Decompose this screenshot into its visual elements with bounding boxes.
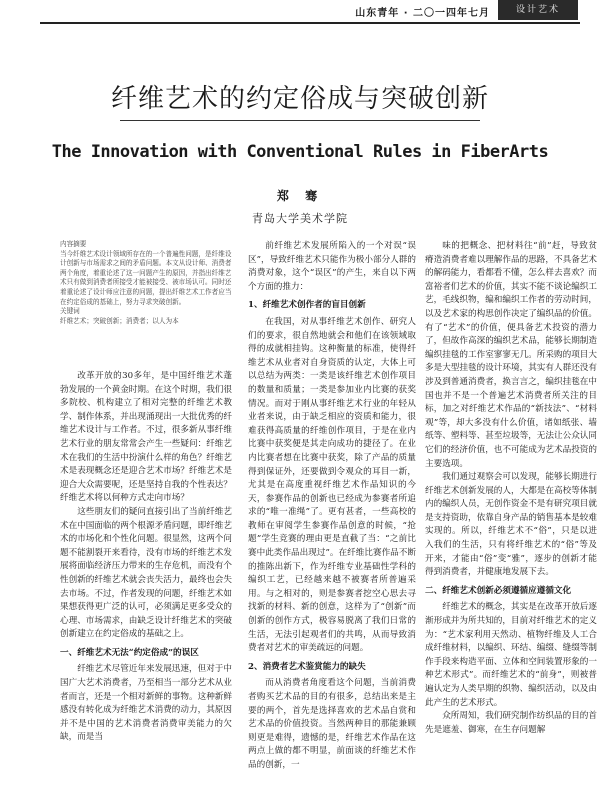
column-3 <box>425 240 597 737</box>
column-1 <box>60 370 232 745</box>
title-rule <box>120 120 480 121</box>
title-english: The Innovation with Conventional Rules in FiberArts <box>51 142 549 162</box>
paragraph: 在我国，对从事纤维艺术创作、研究人们的要求，很自然地就会和他们在该领域取得的成就相挂钩。这种衡量的标准，使得纤维艺术从业者对自身资质的认定，大体上可以总结为两类：一类是该纤维艺术创作项目的数量和质量；一类是参加业内比赛的获奖情况。而对于刚从事纤维艺术行业的年轻从业者来说，由于缺乏相应的资质和能力，很难获得高质量的纤维创作项目，于是在业内比赛中获奖便是其走向成功的捷径了。在业内比赛者想在比赛中获奖，除了产品的质量得到保证外，还要做到令观众的耳目一新，尤其是在高度重视纤维艺术作品知识的今天，参赛作品的创新也已经成为参赛者所追求的“唯一准绳”了。更有甚者，一些高校的教师在审阅学生参赛作品创意的时候，“抢题”学生竞赛的理由更是直截了当：“之前比赛中此类作品出现过”。在纤维比赛作品不断的推陈出新下，作为纤维专业基础性学科的编织工艺，已经越来越不被赛者所普遍采用。与之相对的，则是参赛者挖空心思去寻找新的材料、新的创意，这样为了“创新”而创新的创作方式，极容易脱离了我们日常的生活，无法引起观者们的共鸣，从而导致消费者对艺术的审美疏远的问题。 <box>248 316 416 654</box>
paragraph: 纤维艺术的概念，其实是在改革开放后逐渐形成并为所共知的，目前对纤维艺术的定义为：“艺术家利用天然动、植物纤维及人工合成纤维材料，以编织、环结、编缀、缝缀等制作手段来构造平面、立体和空间装置形象的一种艺术形式”。而纤维艺术的“前身”，则被普遍认定为人类早期的织物、编织活动，以及由此产生的艺术形式。 <box>425 602 597 708</box>
section-heading: 一、纤维艺术无法“约定俗成”的误区 <box>60 647 199 658</box>
abstract-block <box>60 240 232 326</box>
keywords-label: 关键词 <box>60 307 80 316</box>
paragraph: 众所周知，我们研究制作纺织品的目的首先是遮羞、御寒，在生存问题解 <box>425 711 597 735</box>
journal-name: 山东青年 · 二〇一四年七月 <box>355 8 490 19</box>
paragraph: 前纤维艺术发展所陷入的一个对误“误区”，导致纤维艺术只能作为极小部分人群的消费对象，这个“误区”的产生，来自以下两个方面的推力： <box>248 241 416 292</box>
affiliation: 青岛大学美术学院 <box>252 212 348 225</box>
paragraph: 我们通过观察会可以发现，能够长期进行纤维艺术创新发展的人，大都是在高校等体制内的编织人员，无创作资金不是有研究项目就是支持资助，依靠自身产品的销售基本是较难实现的。所以，纤维艺术不“俗”，只是以进入我们的生活，只有将纤维艺术的“俗”等及开来，才能由“俗”变“雅”，逐步的创新才能得到消费者，并健康地发展下去。 <box>425 472 597 578</box>
title-chinese: 纤维艺术的约定俗成与突破创新 <box>110 84 489 114</box>
abstract-label: 内容摘要 <box>60 240 87 248</box>
author: 郑 骞 <box>276 189 324 203</box>
keywords-text: 纤维艺术；突破创新；消费者；以人为本 <box>60 316 179 325</box>
paragraph: 纤维艺术尽管近年来发展迅速，但对于中国广大艺术消费者，乃至相当一部分艺术从业者而言，还是一个相对新鲜的事物。这种新鲜感没有转化成为纤维艺术消费的动力，其原因并不是中国的艺术消费者消费审美能力的欠缺，而是当 <box>60 664 232 743</box>
abstract-text: 当今纤维艺术设计领域所存在的一个普遍性问题，是纤维设计创新与市场需求之间的矛盾问题。本文从设计师、消费者两个角度，着重论述了这一问题产生的原因，并指出纤维艺术只有做到消费者所接受才能被接受、被市场认可。同时还着重论述了设计师应注意的问题，提出纤维艺术工作者应当在约定俗成的基础上，努力寻求突破创新。 <box>60 249 232 306</box>
page-header <box>0 0 600 26</box>
subsection-heading: 2、消费者艺术鉴赏能力的缺失 <box>248 661 366 672</box>
header-rule <box>40 22 580 24</box>
paragraph: 而从消费者角度看这个问题，当前消费者购买艺术品的目的有很多，总结出来是主要的两个，首先是选择喜欢的艺术品自赏和艺术品的价值投资。当然两种目的那能兼顾则更是难得，遗憾的是，纤维艺术作品在这两点上做的都不明显，前面谈的纤维艺术作品的创新，一 <box>248 678 416 770</box>
paragraph: 这些朋友们的疑问直接引出了当前纤维艺术在中国面临的两个根源矛盾问题，即纤维艺术的市场化和个性化问题。很显然，这两个问题不能割裂开来看待，没有市场的纤维艺术发展将面临经济压力带来的生存危机，而没有个性创新的纤维艺术就会丧失活力，最终也会失去市场。不过，作者发现的问题，纤维艺术如果想获得更广泛的认可，必须满足更多受众的心理、市场需求，由缺乏设计纤维艺术的突破创新建立在约定俗成的基础之上。 <box>60 506 232 640</box>
paragraph: 改革开放的30多年，是中国纤维艺术蓬勃发展的一个黄金时期。在这个时期，我们很多院校、机构建立了相对完整的纤维艺术教学、制作体系，并出现涌现出一大批优秀的纤维艺术设计与工作者。不过，很多新从事纤维艺术行业的朋友常常会产生一些疑问：纤维艺术在我们的生活中扮演什么样的角色？纤维艺术是表现概念还是迎合艺术市场？纤维艺术是迎合大众需要呢，还是坚持自我的个性表达？纤维艺术将以何种方式走向市场？ <box>60 371 232 504</box>
section-heading: 二、纤维艺术创新必须遵循应遵循文化 <box>425 585 572 596</box>
column-2 <box>248 240 416 773</box>
subsection-heading: 1、纤维艺术创作者的盲目创新 <box>248 300 366 311</box>
section-badge: 设计艺术 <box>498 0 578 20</box>
paragraph: 味的把概念、把材料往“前”赶，导致贫瘠造消费者难以理解作品的思路，不具备艺术的解码能力，看都看不懂，怎么样去喜欢？而富裕者们艺术的价值，其实不能不谈论编织工艺，毛线织物，编和编织工作者的劳动时间，以及艺术家的构思创作决定了编织品的价值。有了“艺术”的价值，便具备艺术投资的潜力了，但故作高深的编织艺术品，能够长期制造编织挂毯的工作室寥寥无几。所采购的项目大多是大型挂毯的设计环境，其实有人群还没有涉及到普通消费者，换言言之，编织挂毯在中国也并不是一个普遍艺术消费者所关注的目标，加之对纤维艺术作品的“新技法”、“材料观”等，却大多没有什么价值，诸如纸张、墙纸等、塑料等、甚至垃圾等，无法让公众认同它们的经济价值，也不可能成为艺术品投资的主要选项。 <box>425 241 597 469</box>
